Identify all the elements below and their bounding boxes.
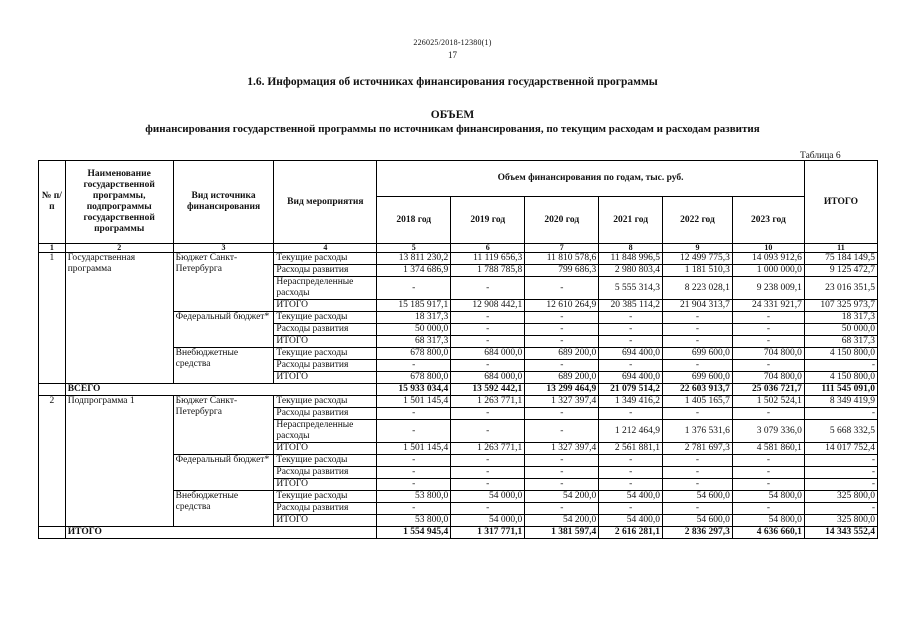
row-total-value: - — [804, 360, 877, 372]
row-total-value: 50 000,0 — [804, 324, 877, 336]
total-empty-cell — [39, 384, 66, 396]
funding-source: Федеральный бюджет* — [173, 312, 274, 348]
year-value: 20 385 114,2 — [599, 300, 663, 312]
year-value: 14 093 912,6 — [732, 253, 804, 265]
block-total-value: 2 616 281,1 — [599, 527, 663, 539]
activity-type: Текущие расходы — [274, 312, 377, 324]
activity-type: Текущие расходы — [274, 348, 377, 360]
row-total-value: - — [804, 408, 877, 420]
year-value: 1 349 416,2 — [599, 396, 663, 408]
year-value: 1 501 145,4 — [377, 396, 451, 408]
column-number: 7 — [525, 244, 599, 253]
year-value: 694 400,0 — [599, 348, 663, 360]
year-value: 15 185 917,1 — [377, 300, 451, 312]
activity-type: ИТОГО — [274, 300, 377, 312]
year-value: 689 200,0 — [525, 348, 599, 360]
year-value: - — [525, 324, 599, 336]
activity-type: ИТОГО — [274, 443, 377, 455]
year-value: 54 200,0 — [525, 491, 599, 503]
row-total-value: - — [804, 467, 877, 479]
year-value: - — [451, 336, 525, 348]
row-total-value: 75 184 149,5 — [804, 253, 877, 265]
activity-type: ИТОГО — [274, 515, 377, 527]
year-value: - — [599, 479, 663, 491]
year-value: 1 327 397,4 — [525, 443, 599, 455]
column-number: 8 — [599, 244, 663, 253]
header-source: Вид источника финансирования — [173, 161, 274, 244]
year-value: 12 499 775,3 — [663, 253, 733, 265]
block-total-value: 25 036 721,7 — [732, 384, 804, 396]
row-total-value: 325 800,0 — [804, 515, 877, 527]
year-value: 12 908 442,1 — [451, 300, 525, 312]
row-total-value: 68 317,3 — [804, 336, 877, 348]
year-value: - — [525, 479, 599, 491]
row-number: 2 — [39, 396, 66, 527]
header-year: 2022 год — [663, 197, 733, 244]
year-value: - — [377, 503, 451, 515]
activity-type: ИТОГО — [274, 336, 377, 348]
year-value: - — [451, 503, 525, 515]
year-value: 699 600,0 — [663, 372, 733, 384]
year-value: 799 686,3 — [525, 265, 599, 277]
row-total-value: - — [804, 455, 877, 467]
activity-type: Текущие расходы — [274, 455, 377, 467]
header-total: ИТОГО — [804, 161, 877, 244]
funding-source: Бюджет Санкт-Петербурга — [173, 396, 274, 455]
activity-type: Расходы развития — [274, 503, 377, 515]
year-value: 699 600,0 — [663, 348, 733, 360]
year-value: 1 000 000,0 — [732, 265, 804, 277]
year-value: 12 610 264,9 — [525, 300, 599, 312]
activity-type: Расходы развития — [274, 408, 377, 420]
year-value: 4 581 860,1 — [732, 443, 804, 455]
year-value: - — [732, 360, 804, 372]
year-value: 1 212 464,9 — [599, 420, 663, 443]
year-value: - — [732, 479, 804, 491]
funding-source: Федеральный бюджет* — [173, 455, 274, 491]
table-body — [39, 253, 878, 539]
year-value: - — [451, 408, 525, 420]
year-value: 8 223 028,1 — [663, 277, 733, 300]
table-heading: ОБЪЕМ — [430, 109, 475, 121]
year-value: - — [732, 312, 804, 324]
year-value: 13 811 230,2 — [377, 253, 451, 265]
year-value: 54 600,0 — [663, 491, 733, 503]
column-number: 1 — [39, 244, 66, 253]
table-label: Таблица 6 — [800, 151, 841, 161]
year-value: - — [663, 467, 733, 479]
year-value: 694 400,0 — [599, 372, 663, 384]
activity-type: Расходы развития — [274, 265, 377, 277]
year-value: 18 317,3 — [377, 312, 451, 324]
activity-type: Текущие расходы — [274, 396, 377, 408]
funding-source: Внебюджетные средства — [173, 491, 274, 527]
year-value: 53 800,0 — [377, 515, 451, 527]
page-number: 17 — [448, 50, 457, 60]
header-num: № п/п — [39, 161, 66, 244]
row-total-value: 4 150 800,0 — [804, 348, 877, 360]
activity-type: Расходы развития — [274, 467, 377, 479]
year-value: - — [451, 479, 525, 491]
year-value: - — [663, 360, 733, 372]
row-total-value: 23 016 351,5 — [804, 277, 877, 300]
block-total-value: 2 836 297,3 — [663, 527, 733, 539]
block-total-value: 13 299 464,9 — [525, 384, 599, 396]
year-value: 704 800,0 — [732, 348, 804, 360]
year-value: - — [599, 336, 663, 348]
header-year: 2020 год — [525, 197, 599, 244]
header-activity: Вид мероприятия — [274, 161, 377, 244]
year-value: - — [451, 467, 525, 479]
year-value: 2 980 803,4 — [599, 265, 663, 277]
year-value: - — [377, 420, 451, 443]
year-value: - — [451, 360, 525, 372]
table-row — [39, 396, 878, 408]
year-value: 68 317,3 — [377, 336, 451, 348]
row-total-value: 8 349 419,9 — [804, 396, 877, 408]
year-value: - — [599, 503, 663, 515]
year-value: - — [377, 277, 451, 300]
table-subheading: финансирования государственной программы по источникам финансирования, по текущим расходам и расходам развития — [145, 123, 760, 135]
block-total-value: 22 603 913,7 — [663, 384, 733, 396]
row-total-value: 325 800,0 — [804, 491, 877, 503]
year-value: 684 000,0 — [451, 348, 525, 360]
year-value: - — [451, 277, 525, 300]
block-total-value: 21 079 514,2 — [599, 384, 663, 396]
block-total-value: 13 592 442,1 — [451, 384, 525, 396]
block-total-value: 1 381 597,4 — [525, 527, 599, 539]
year-value: - — [525, 455, 599, 467]
year-value: 54 800,0 — [732, 491, 804, 503]
activity-type: Расходы развития — [274, 324, 377, 336]
column-number: 6 — [451, 244, 525, 253]
row-total-value: 107 325 973,7 — [804, 300, 877, 312]
funding-source: Внебюджетные средства — [173, 348, 274, 384]
activity-type: ИТОГО — [274, 372, 377, 384]
year-value: - — [525, 420, 599, 443]
year-value: - — [451, 312, 525, 324]
year-value: - — [525, 277, 599, 300]
year-value: 53 800,0 — [377, 491, 451, 503]
year-value: - — [599, 455, 663, 467]
block-total-value: 14 343 552,4 — [804, 527, 877, 539]
year-value: 1 327 397,4 — [525, 396, 599, 408]
year-value: - — [732, 455, 804, 467]
year-value: - — [377, 455, 451, 467]
year-value: 54 600,0 — [663, 515, 733, 527]
year-value: - — [525, 467, 599, 479]
funding-source: Бюджет Санкт-Петербурга — [173, 253, 274, 312]
year-value: 1 263 771,1 — [451, 443, 525, 455]
row-total-value: - — [804, 479, 877, 491]
column-number-row — [39, 244, 878, 253]
block-total-label: ИТОГО — [65, 527, 377, 539]
year-value: - — [451, 324, 525, 336]
year-value: - — [377, 479, 451, 491]
block-total-row — [39, 527, 878, 539]
year-value: - — [663, 455, 733, 467]
year-value: 1 502 524,1 — [732, 396, 804, 408]
year-value: - — [599, 360, 663, 372]
year-value: - — [732, 503, 804, 515]
year-value: 54 800,0 — [732, 515, 804, 527]
header-year: 2023 год — [732, 197, 804, 244]
column-number: 9 — [663, 244, 733, 253]
header-year: 2021 год — [599, 197, 663, 244]
year-value: - — [663, 312, 733, 324]
year-value: 2 781 697,3 — [663, 443, 733, 455]
year-value: 11 810 578,6 — [525, 253, 599, 265]
year-value: - — [377, 408, 451, 420]
year-value: 1 376 531,6 — [663, 420, 733, 443]
year-value: 54 400,0 — [599, 515, 663, 527]
year-value: 1 181 510,3 — [663, 265, 733, 277]
year-value: 50 000,0 — [377, 324, 451, 336]
year-value: 1 263 771,1 — [451, 396, 525, 408]
year-value: 1 405 165,7 — [663, 396, 733, 408]
column-number: 5 — [377, 244, 451, 253]
year-value: - — [451, 455, 525, 467]
year-value: - — [663, 336, 733, 348]
year-value: 684 000,0 — [451, 372, 525, 384]
year-value: - — [599, 467, 663, 479]
year-value: - — [663, 324, 733, 336]
year-value: - — [732, 408, 804, 420]
block-total-row — [39, 384, 878, 396]
header-name: Наименование государственной программы, подпрограммы государственной программы — [65, 161, 173, 244]
year-value: 54 400,0 — [599, 491, 663, 503]
column-number: 10 — [732, 244, 804, 253]
year-value: 1 788 785,8 — [451, 265, 525, 277]
year-value: - — [663, 503, 733, 515]
block-total-label: ВСЕГО — [65, 384, 377, 396]
year-value: 54 000,0 — [451, 491, 525, 503]
row-total-value: 4 150 800,0 — [804, 372, 877, 384]
year-value: - — [525, 360, 599, 372]
activity-type: ИТОГО — [274, 479, 377, 491]
year-value: - — [525, 503, 599, 515]
year-value: 11 848 996,5 — [599, 253, 663, 265]
year-value: 1 501 145,4 — [377, 443, 451, 455]
program-name: Подпрограмма 1 — [65, 396, 173, 527]
header-volume: Объем финансирования по годам, тыс. руб. — [377, 161, 805, 197]
year-value: 21 904 313,7 — [663, 300, 733, 312]
year-value: - — [525, 312, 599, 324]
program-name: Государственная программа — [65, 253, 173, 384]
block-total-value: 1 317 771,1 — [451, 527, 525, 539]
column-number: 11 — [804, 244, 877, 253]
year-value: - — [377, 360, 451, 372]
year-value: 678 800,0 — [377, 348, 451, 360]
year-value: 2 561 881,1 — [599, 443, 663, 455]
year-value: 689 200,0 — [525, 372, 599, 384]
year-value: 54 200,0 — [525, 515, 599, 527]
table-header — [39, 161, 878, 253]
year-value: - — [451, 420, 525, 443]
block-total-value: 1 554 945,4 — [377, 527, 451, 539]
year-value: - — [377, 467, 451, 479]
row-total-value: 18 317,3 — [804, 312, 877, 324]
year-value: 11 119 656,3 — [451, 253, 525, 265]
year-value: - — [663, 479, 733, 491]
activity-type: Текущие расходы — [274, 491, 377, 503]
header-year: 2018 год — [377, 197, 451, 244]
block-total-value: 111 545 091,0 — [804, 384, 877, 396]
financing-table — [38, 160, 878, 539]
year-value: 24 331 921,7 — [732, 300, 804, 312]
year-value: - — [732, 467, 804, 479]
year-value: - — [599, 324, 663, 336]
year-value: - — [599, 408, 663, 420]
row-total-value: 14 017 752,4 — [804, 443, 877, 455]
year-value: - — [732, 324, 804, 336]
column-number: 2 — [65, 244, 173, 253]
row-total-value: 9 125 472,7 — [804, 265, 877, 277]
block-total-value: 15 933 034,4 — [377, 384, 451, 396]
activity-type: Расходы развития — [274, 360, 377, 372]
column-number: 4 — [274, 244, 377, 253]
year-value: - — [732, 336, 804, 348]
header-year: 2019 год — [451, 197, 525, 244]
total-empty-cell — [39, 527, 66, 539]
row-total-value: - — [804, 503, 877, 515]
year-value: - — [599, 312, 663, 324]
year-value: - — [663, 408, 733, 420]
column-number: 3 — [173, 244, 274, 253]
year-value: 9 238 009,1 — [732, 277, 804, 300]
activity-type: Текущие расходы — [274, 253, 377, 265]
year-value: - — [525, 408, 599, 420]
section-title: 1.6. Информация об источниках финансирования государственной программы — [247, 76, 658, 88]
year-value: 5 555 314,3 — [599, 277, 663, 300]
row-total-value: 5 668 332,5 — [804, 420, 877, 443]
year-value: - — [525, 336, 599, 348]
year-value: 3 079 336,0 — [732, 420, 804, 443]
activity-type: Нераспределенные расходы — [274, 277, 377, 300]
block-total-value: 4 636 660,1 — [732, 527, 804, 539]
year-value: 54 000,0 — [451, 515, 525, 527]
row-number: 1 — [39, 253, 66, 384]
document-number: 226025/2018-12380(1) — [413, 38, 492, 47]
year-value: 1 374 686,9 — [377, 265, 451, 277]
table-row — [39, 253, 878, 265]
year-value: 704 800,0 — [732, 372, 804, 384]
year-value: 678 800,0 — [377, 372, 451, 384]
activity-type: Нераспределенные расходы — [274, 420, 377, 443]
